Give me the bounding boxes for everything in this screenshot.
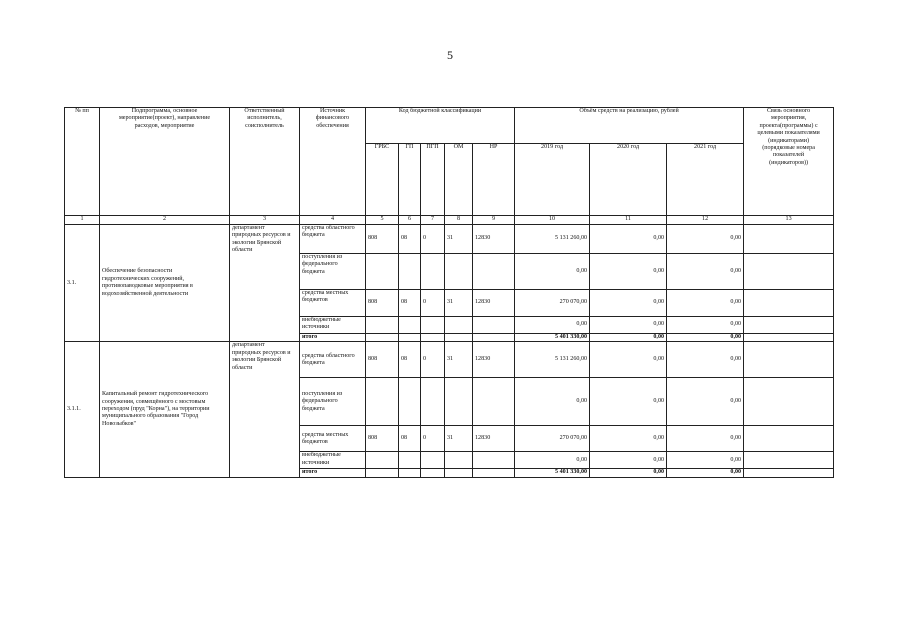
- grbs-cell: [366, 254, 399, 290]
- header-budget-code: Код бюджетной классификации: [366, 108, 515, 144]
- index-cell: 9: [473, 216, 515, 225]
- value-2019: 0,00: [515, 452, 590, 469]
- block-num: 3.1.1.: [65, 342, 100, 477]
- grbs-cell: [366, 378, 399, 426]
- link-cell: [744, 342, 834, 378]
- index-cell: 1: [65, 216, 100, 225]
- grbs-cell: [366, 452, 399, 469]
- value-2020: 0,00: [590, 452, 667, 469]
- column-index-row: [65, 216, 834, 225]
- index-cell: 11: [590, 216, 667, 225]
- np-cell: [473, 334, 515, 342]
- index-cell: 10: [515, 216, 590, 225]
- value-2019: 0,00: [515, 254, 590, 290]
- block-executor: департамент природных ресурсов и экологии Брянской области: [230, 342, 300, 477]
- value-2020: 0,00: [590, 225, 667, 254]
- value-2021: 0,00: [667, 225, 744, 254]
- index-cell: 6: [399, 216, 421, 225]
- header-2020: 2020 год: [590, 144, 667, 216]
- page-number: 5: [447, 48, 453, 62]
- om-cell: [445, 317, 473, 334]
- np-cell: [473, 469, 515, 477]
- value-2019: 5 131 260,00: [515, 225, 590, 254]
- index-cell: 5: [366, 216, 399, 225]
- grbs-cell: 808: [366, 290, 399, 317]
- value-2020: 0,00: [590, 290, 667, 317]
- header-grbs: ГРБС: [366, 144, 399, 216]
- np-cell: [473, 317, 515, 334]
- link-cell: [744, 426, 834, 452]
- source-cell: средства местных бюджетов: [300, 290, 366, 317]
- value-2020: 0,00: [590, 254, 667, 290]
- gp-cell: [399, 334, 421, 342]
- index-cell: 7: [421, 216, 445, 225]
- link-cell: [744, 290, 834, 317]
- om-cell: 31: [445, 426, 473, 452]
- value-2021: 0,00: [667, 317, 744, 334]
- grbs-cell: [366, 334, 399, 342]
- om-cell: [445, 254, 473, 290]
- pgp-cell: 0: [421, 342, 445, 378]
- index-cell: 12: [667, 216, 744, 225]
- gp-cell: 08: [399, 290, 421, 317]
- source-cell: поступления из федерального бюджета: [300, 378, 366, 426]
- value-2019: 270 070,00: [515, 426, 590, 452]
- pgp-cell: 0: [421, 225, 445, 254]
- link-cell: [744, 317, 834, 334]
- total-2021: 0,00: [667, 334, 744, 342]
- grbs-cell: [366, 317, 399, 334]
- header-link: Связь основного мероприятия, проекта(программы) с целевыми показателями (индикаторами) (порядковые номера показателей (индикаторов)): [744, 108, 834, 216]
- header-2019: 2019 год: [515, 144, 590, 216]
- budget-table: [64, 107, 834, 478]
- value-2019: 0,00: [515, 317, 590, 334]
- np-cell: 12830: [473, 426, 515, 452]
- block-name: Обеспечение безопасности гидротехнических сооружений, противопаводковые мероприятия в водохозяйственной деятельности: [100, 225, 230, 342]
- source-cell: внебюджетные источники: [300, 452, 366, 469]
- value-2021: 0,00: [667, 426, 744, 452]
- pgp-cell: 0: [421, 290, 445, 317]
- grbs-cell: [366, 469, 399, 477]
- index-cell: 2: [100, 216, 230, 225]
- om-cell: 31: [445, 225, 473, 254]
- pgp-cell: 0: [421, 426, 445, 452]
- np-cell: 12830: [473, 225, 515, 254]
- value-2020: 0,00: [590, 317, 667, 334]
- total-2020: 0,00: [590, 469, 667, 477]
- gp-cell: [399, 317, 421, 334]
- value-2021: 0,00: [667, 290, 744, 317]
- grbs-cell: 808: [366, 225, 399, 254]
- om-cell: [445, 378, 473, 426]
- gp-cell: 08: [399, 225, 421, 254]
- gp-cell: [399, 469, 421, 477]
- om-cell: [445, 469, 473, 477]
- header-np: НР: [473, 144, 515, 216]
- header-num: № пп: [65, 108, 100, 216]
- header-2021: 2021 год: [667, 144, 744, 216]
- np-cell: 12830: [473, 342, 515, 378]
- link-cell: [744, 452, 834, 469]
- om-cell: [445, 334, 473, 342]
- total-2021: 0,00: [667, 469, 744, 477]
- header-executor: Ответственный исполнитель, соисполнитель: [230, 108, 300, 216]
- om-cell: [445, 452, 473, 469]
- block-executor: департамент природных ресурсов и экологии Брянской области: [230, 225, 300, 342]
- block-name: Капитальный ремонт гидротехнического сооружения, совмещённого с мостовым переходом (пруд "Корна"), на территории муниципального образования "Город Новозыбков": [100, 342, 230, 477]
- value-2019: 5 131 260,00: [515, 342, 590, 378]
- value-2020: 0,00: [590, 342, 667, 378]
- link-cell: [744, 225, 834, 254]
- pgp-cell: [421, 452, 445, 469]
- table-row: [65, 342, 834, 378]
- grbs-cell: 808: [366, 426, 399, 452]
- gp-cell: 08: [399, 342, 421, 378]
- value-2020: 0,00: [590, 426, 667, 452]
- header-gp: ГП: [399, 144, 421, 216]
- source-cell: средства областного бюджета: [300, 342, 366, 378]
- value-2021: 0,00: [667, 452, 744, 469]
- header-source: Источник финансового обеспечения: [300, 108, 366, 216]
- np-cell: [473, 254, 515, 290]
- header-om: ОМ: [445, 144, 473, 216]
- np-cell: [473, 452, 515, 469]
- grbs-cell: 808: [366, 342, 399, 378]
- block-num: 3.1.: [65, 225, 100, 342]
- gp-cell: [399, 254, 421, 290]
- om-cell: 31: [445, 342, 473, 378]
- total-2019: 5 401 330,00: [515, 469, 590, 477]
- source-cell: поступления из федерального бюджета: [300, 254, 366, 290]
- value-2019: 270 070,00: [515, 290, 590, 317]
- np-cell: 12830: [473, 290, 515, 317]
- pgp-cell: [421, 334, 445, 342]
- source-cell: внебюджетные источники: [300, 317, 366, 334]
- value-2021: 0,00: [667, 378, 744, 426]
- header-subprogram: Подпрограмма, основное мероприятие(проект), направление расходов, мероприятие: [100, 108, 230, 216]
- source-cell: итого: [300, 469, 366, 477]
- index-cell: 8: [445, 216, 473, 225]
- value-2021: 0,00: [667, 254, 744, 290]
- pgp-cell: [421, 469, 445, 477]
- value-2020: 0,00: [590, 378, 667, 426]
- source-cell: средства областного бюджета: [300, 225, 366, 254]
- header-funds: Объём средств на реализацию, рублей: [515, 108, 744, 144]
- value-2019: 0,00: [515, 378, 590, 426]
- link-cell: [744, 334, 834, 342]
- pgp-cell: [421, 317, 445, 334]
- index-cell: 4: [300, 216, 366, 225]
- index-cell: 13: [744, 216, 834, 225]
- np-cell: [473, 378, 515, 426]
- om-cell: 31: [445, 290, 473, 317]
- gp-cell: [399, 378, 421, 426]
- table-row: [65, 225, 834, 254]
- source-cell: средства местных бюджетов: [300, 426, 366, 452]
- pgp-cell: [421, 254, 445, 290]
- total-2020: 0,00: [590, 334, 667, 342]
- pgp-cell: [421, 378, 445, 426]
- header-row-1: [65, 108, 834, 144]
- link-cell: [744, 469, 834, 477]
- gp-cell: [399, 452, 421, 469]
- value-2021: 0,00: [667, 342, 744, 378]
- index-cell: 3: [230, 216, 300, 225]
- total-2019: 5 401 330,00: [515, 334, 590, 342]
- source-cell: итого: [300, 334, 366, 342]
- link-cell: [744, 378, 834, 426]
- link-cell: [744, 254, 834, 290]
- header-pgp: ПГП: [421, 144, 445, 216]
- gp-cell: 08: [399, 426, 421, 452]
